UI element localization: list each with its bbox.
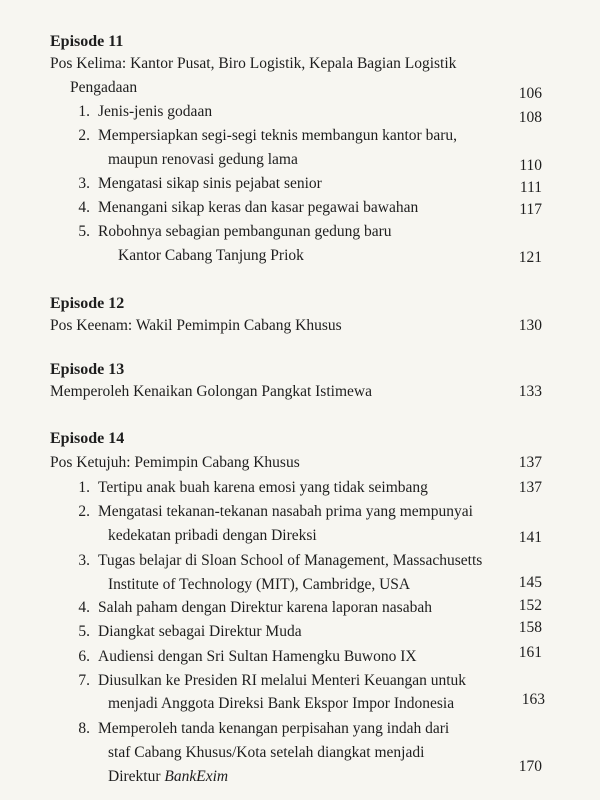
episode-13-heading: Episode 13 [50,361,125,378]
page-number: 170 [518,758,542,775]
page-number: 141 [518,529,542,546]
episode-14-heading: Episode 14 [50,430,125,447]
page-number: 130 [518,317,542,334]
episode-14-item-5: 5. Diangkat sebagai Direktur Muda 158 [0,620,600,644]
episode-11-entry-intro-cont: Pengadaan 106 [0,76,600,100]
episode-11-item-2: 2. Mempersiapkan segi-segi teknis membangun kantor baru, [78,127,457,144]
page-number: 106 [518,85,542,102]
episode-11-heading: Episode 11 [50,33,124,50]
episode-12-heading: Episode 12 [50,295,125,312]
page-number: 108 [518,109,542,126]
episode-11-item-2-cont: maupun renovasi gedung lama 110 [0,148,600,172]
episode-14-item-4: 4. Salah paham dengan Direktur karena laporan nasabah 152 [0,596,600,620]
page-number: 110 [519,157,542,174]
episode-14-item-1: 1. Tertipu anak buah karena emosi yang tidak seimbang 137 [0,476,600,500]
episode-12-entry-intro: Pos Keenam: Wakil Pemimpin Cabang Khusus 130 [0,314,600,338]
episode-14-item-2: 2. Mengatasi tekanan-tekanan nasabah prima yang mempunyai [78,503,473,520]
page-number: 158 [518,619,542,636]
episode-14-entry-intro: Pos Ketujuh: Pemimpin Cabang Khusus 137 [0,451,600,475]
episode-14-item-8-cont-2: Direktur BankExim 170 [0,765,600,789]
page-number: 145 [518,574,542,591]
episode-11-item-5-cont: Kantor Cabang Tanjung Priok 121 [0,244,600,268]
episode-14-item-8: 8. Memperoleh tanda kenangan perpisahan yang indah dari [78,720,450,737]
page-number: 137 [518,479,542,496]
page-number: 111 [519,179,542,196]
page-number: 163 [521,691,545,708]
italic-bank-name: BankExim [164,768,229,785]
episode-11-item-1: 1. Jenis-jenis godaan 108 [0,100,600,124]
episode-14-item-3-cont: Institute of Technology (MIT), Cambridge, USA 145 [0,573,600,597]
page-number: 133 [518,383,542,400]
episode-14-item-2-cont: kedekatan pribadi dengan Direksi 141 [0,524,600,548]
episode-14-item-7: 7. Diusulkan ke Presiden RI melalui Menteri Keuangan untuk [78,672,467,689]
page-number: 152 [518,597,542,614]
page-number: 121 [518,249,542,266]
episode-14-item-7-cont: menjadi Anggota Direksi Bank Ekspor Impor Indonesia 163 [0,692,600,716]
page-number: 117 [519,201,542,218]
episode-11-entry-intro: Pos Kelima: Kantor Pusat, Biro Logistik, Kepala Bagian Logistik [50,55,457,72]
episode-14-item-6: 6. Audiensi dengan Sri Sultan Hamengku Buwono IX 161 [0,645,600,669]
episode-14-item-8-cont: staf Cabang Khusus/Kota setelah diangkat menjadi [108,744,425,761]
page-number: 137 [518,454,542,471]
episode-11-item-4: 4. Menangani sikap keras dan kasar pegawai bawahan 117 [0,196,600,220]
episode-11-item-5: 5. Robohnya sebagian pembangunan gedung baru [78,223,392,240]
episode-14-item-3: 3. Tugas belajar di Sloan School of Management, Massachusetts [78,552,483,569]
episode-13-entry-intro: Memperoleh Kenaikan Golongan Pangkat Istimewa 133 [0,380,600,404]
episode-11-item-3: 3. Mengatasi sikap sinis pejabat senior 111 [0,172,600,196]
page-number: 161 [518,644,542,661]
